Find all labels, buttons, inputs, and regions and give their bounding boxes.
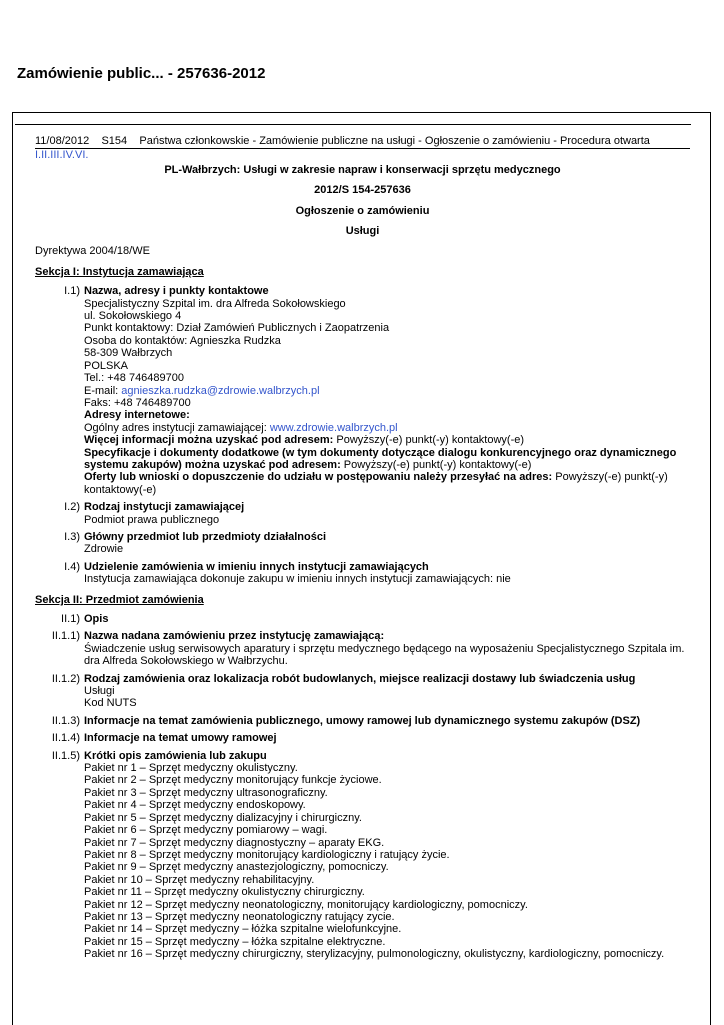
item-i4	[35, 561, 690, 586]
item-i3	[35, 531, 690, 556]
more-info-line	[84, 434, 690, 446]
package-line: Pakiet nr 3 – Sprzęt medyczny ultrasonograficzny.	[84, 786, 328, 799]
item-number: I.2)	[64, 501, 80, 514]
item-ii12	[35, 673, 690, 710]
email-link[interactable]: agnieszka.rudzka@zdrowie.walbrzych.pl	[121, 384, 320, 397]
general-url-link[interactable]: www.zdrowie.walbrzych.pl	[269, 421, 398, 434]
link-section-1[interactable]: I.	[35, 149, 42, 162]
package-line: Pakiet nr 15 – Sprzęt medyczny – łóżka szpitalne elektryczne.	[84, 935, 386, 948]
address-line: Punkt kontaktowy: Dział Zamówień Publicznych i Zaopatrzenia	[84, 322, 390, 335]
package-line: Pakiet nr 11 – Sprzęt medyczny okulistyczny chirurgiczny.	[84, 886, 365, 899]
address-line: 58-309 Wałbrzych	[84, 347, 173, 360]
package-line: Pakiet nr 6 – Sprzęt medyczny pomiarowy – wagi.	[84, 824, 328, 837]
item-number: II.1.5)	[51, 749, 80, 762]
fax-line: Faks: +48 746489700	[84, 396, 191, 409]
package-line: Pakiet nr 13 – Sprzęt medyczny neonatologiczny ratujący zycie.	[84, 910, 395, 923]
notice-content	[35, 135, 690, 961]
more-info-value: Powyższy(-e) punkt(-y) kontaktowy(-e)	[333, 434, 525, 447]
item-title: Rodzaj zamówienia oraz lokalizacja robót budowlanych, miejsce realizacji dostawy lub świadczenia usług	[84, 672, 636, 685]
offers-value: Powyższy(-e) punkt(-y) kontaktowy(-e)	[84, 471, 668, 496]
spec-label: Specyfikacje i dokumenty dodatkowe (w tym dokumenty dotyczące dialogu konkurencyjnego oraz dynamicznego systemu zakupów) można uzyskać pod adresem:	[84, 446, 677, 471]
item-title: Nazwa nadana zamówieniu przez instytucję zamawiającą:	[84, 630, 385, 643]
item-ii1	[35, 613, 690, 625]
notice-heading: PL-Wałbrzych: Usługi w zakresie napraw i konserwacji sprzętu medycznego	[164, 163, 561, 176]
package-line: Pakiet nr 4 – Sprzęt medyczny endoskopowy.	[84, 799, 306, 812]
item-title: Nazwa, adresy i punkty kontaktowe	[84, 285, 269, 298]
item-title: Opis	[84, 613, 109, 625]
item-ii15	[35, 750, 690, 961]
general-url-label: Ogólny adres instytucji zamawiającej:	[84, 421, 270, 434]
item-number: I.4)	[64, 560, 80, 573]
item-number: II.1.3)	[51, 714, 80, 727]
item-title: Informacje na temat umowy ramowej	[84, 732, 277, 745]
link-section-3[interactable]: III.	[50, 149, 63, 162]
item-ii11	[35, 630, 690, 667]
package-line: Pakiet nr 12 – Sprzęt medyczny neonatologiczny, monitorujący kardiologiczny, pomocniczy.	[84, 898, 528, 911]
address-line: Specjalistyczny Szpital im. dra Alfreda Sokołowskiego	[84, 297, 346, 310]
item-i2	[35, 501, 690, 526]
item-value: Podmiot prawa publicznego	[84, 513, 220, 526]
spec-line	[84, 447, 690, 472]
offers-label: Oferty lub wnioski o dopuszczenie do udziału w postępowaniu należy przesyłać na adres:	[84, 471, 553, 484]
item-number: II.1.4)	[51, 732, 80, 745]
item-number: II.1.1)	[51, 630, 80, 643]
package-line: Pakiet nr 16 – Sprzęt medyczny chirurgiczny, sterylizacyjny, pulmonologiczny, okulistyczny, kardiologiczny, pomocniczy.	[84, 948, 665, 961]
directive: Dyrektywa 2004/18/WE	[35, 245, 150, 258]
address-line: Osoba do kontaktów: Agnieszka Rudzka	[84, 334, 281, 347]
item-value: Zdrowie	[84, 543, 124, 556]
section-links	[35, 149, 690, 161]
package-line: Pakiet nr 5 – Sprzęt medyczny dializacyjny i chirurgiczny.	[84, 811, 362, 824]
email-line	[84, 385, 690, 397]
item-title: Udzielenie zamówienia w imieniu innych instytucji zamawiających	[84, 560, 429, 573]
frame-rule	[15, 124, 691, 125]
item-title: Rodzaj instytucji zamawiającej	[84, 501, 245, 514]
notice-category: Usługi	[345, 225, 380, 238]
address-line: POLSKA	[84, 359, 129, 372]
item-title: Główny przedmiot lub przedmioty działalności	[84, 530, 327, 543]
document-title: Zamówienie public... - 257636-2012	[17, 65, 266, 82]
spec-value: Powyższy(-e) punkt(-y) kontaktowy(-e)	[340, 458, 532, 471]
item-value: Kod NUTS	[84, 697, 137, 710]
package-line: Pakiet nr 7 – Sprzęt medyczny diagnostyczny – aparaty EKG.	[84, 836, 385, 849]
item-i1	[35, 285, 690, 496]
internet-label: Adresy internetowe:	[84, 409, 190, 422]
email-label: E-mail:	[84, 384, 122, 397]
package-line: Pakiet nr 1 – Sprzęt medyczny okulistyczny.	[84, 762, 298, 775]
section-1-title: Sekcja I: Instytucja zamawiająca	[35, 265, 204, 278]
item-title: Krótki opis zamówienia lub zakupu	[84, 749, 267, 762]
package-line: Pakiet nr 2 – Sprzęt medyczny monitorujący funkcje życiowe.	[84, 774, 382, 787]
item-number: I.3)	[64, 530, 80, 543]
link-section-4[interactable]: IV.	[62, 149, 75, 162]
link-section-2[interactable]: II.	[41, 149, 51, 162]
more-info-label: Więcej informacji można uzyskać pod adresem:	[84, 434, 334, 447]
item-number: II.1)	[61, 613, 80, 625]
notice-type: Ogłoszenie o zamówieniu	[295, 204, 430, 217]
package-line: Pakiet nr 14 – Sprzęt medyczny – łóżka szpitalne wielofunkcyjne.	[84, 923, 402, 936]
section-2-title: Sekcja II: Przedmiot zamówienia	[35, 593, 204, 606]
item-ii14	[35, 732, 690, 744]
item-value: Usługi	[84, 685, 115, 698]
address-line: Tel.: +48 746489700	[84, 372, 185, 385]
package-line: Pakiet nr 9 – Sprzęt medyczny anastezjologiczny, pomocniczy.	[84, 861, 389, 874]
header-line: 11/08/2012 S154 Państwa członkowskie - Zamówienie publiczne na usługi - Ogłoszenie o zamówieniu - Procedura otwarta	[35, 135, 650, 147]
item-value: Świadczenie usług serwisowych aparatury i sprzętu medycznego będącego na wyposażeniu Specjalistycznego Szpitala im. dra Alfreda Sokołowskiego w Wałbrzychu.	[84, 642, 685, 668]
link-section-6[interactable]: VI.	[74, 149, 89, 162]
item-title: Informacje na temat zamówienia publicznego, umowy ramowej lub dynamicznego systemu zakupów (DSZ)	[84, 714, 641, 727]
general-url-line	[84, 422, 690, 434]
package-line: Pakiet nr 10 – Sprzęt medyczny rehabilitacyjny.	[84, 873, 315, 886]
item-ii13	[35, 715, 690, 727]
offers-line	[84, 471, 690, 496]
notice-number: 2012/S 154-257636	[314, 184, 411, 197]
item-value: Instytucja zamawiająca dokonuje zakupu w imieniu innych instytucji zamawiających: nie	[84, 573, 511, 586]
address-line: ul. Sokołowskiego 4	[84, 310, 182, 323]
package-line: Pakiet nr 8 – Sprzęt medyczny monitorujący kardiologiczny i ratujący życie.	[84, 848, 450, 861]
item-number: II.1.2)	[51, 672, 80, 685]
item-number: I.1)	[64, 285, 80, 298]
